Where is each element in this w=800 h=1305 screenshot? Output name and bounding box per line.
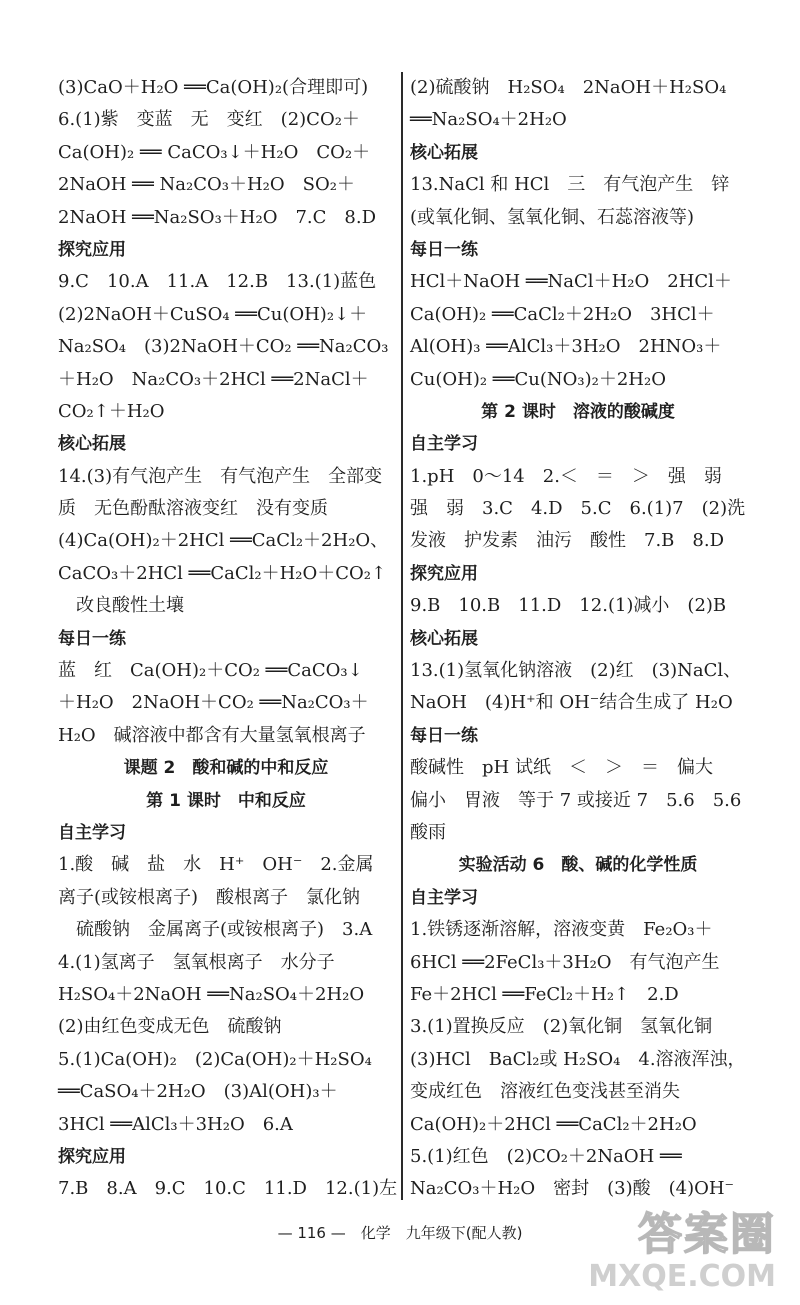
section-heading: 自主学习: [58, 822, 126, 843]
answer-line: 偏小 胃液 等于 7 或接近 7 5.6 5.6: [410, 789, 742, 811]
answer-line: Ca(OH)₂ ══ CaCO₃↓＋H₂O CO₂＋: [58, 141, 371, 163]
answer-line: 发液 护发素 油污 酸性 7.B 8.D: [410, 530, 725, 552]
section-heading: 每日一练: [58, 628, 126, 649]
answer-line: CaCO₃＋2HCl ══CaCl₂＋H₂O＋CO₂↑: [58, 562, 387, 584]
answer-line: 酸雨: [410, 821, 446, 843]
section-heading: 核心拓展: [410, 142, 478, 163]
answer-line: 硫酸钠 金属离子(或铵根离子) 3.A: [58, 919, 373, 941]
right-column: [410, 72, 746, 1206]
answer-line: ══CaSO₄＋2H₂O (3)Al(OH)₃＋: [58, 1081, 338, 1103]
answer-line: 1.酸 碱 盐 水 H⁺ OH⁻ 2.金属: [58, 854, 374, 876]
answer-line: (或氧化铜、氢氧化铜、石蕊溶液等): [410, 206, 695, 228]
answer-line: Na₂CO₃＋H₂O 密封 (3)酸 (4)OH⁻: [410, 1178, 735, 1200]
column-divider: [401, 72, 403, 1200]
section-heading: 探究应用: [410, 563, 478, 584]
answer-line: 5.(1)Ca(OH)₂ (2)Ca(OH)₂＋H₂SO₄: [58, 1048, 372, 1070]
answer-line: 强 弱 3.C 4.D 5.C 6.(1)7 (2)洗: [410, 498, 746, 520]
section-heading: 自主学习: [410, 887, 478, 908]
section-heading: 核心拓展: [410, 628, 478, 649]
section-heading: 探究应用: [58, 239, 126, 260]
answer-line: (3)HCl BaCl₂或 H₂SO₄ 4.溶液浑浊，: [410, 1048, 746, 1070]
section-heading: 核心拓展: [58, 434, 126, 455]
answer-line: ══Na₂SO₄＋2H₂O: [410, 109, 567, 131]
answer-line: (2)2NaOH＋CuSO₄ ══Cu(OH)₂↓＋: [58, 303, 368, 325]
answer-line: H₂O 碱溶液中都含有大量氢氧根离子: [58, 724, 366, 746]
answer-line: 离子(或铵根离子) 酸根离子 氯化钠: [58, 886, 361, 908]
answer-line: 2NaOH ══ Na₂CO₃＋H₂O SO₂＋: [58, 174, 355, 196]
section-heading: 自主学习: [410, 434, 478, 455]
answer-line: 质 无色酚酞溶液变红 没有变质: [58, 498, 328, 520]
answer-line: 变成红色 溶液红色变浅甚至消失: [410, 1081, 680, 1103]
answer-line: Na₂SO₄ (3)2NaOH＋CO₂ ══Na₂CO₃: [58, 336, 389, 358]
section-heading: 探究应用: [58, 1146, 126, 1167]
answer-line: 14.(3)有气泡产生 有气泡产生 全部变: [58, 465, 383, 487]
lesson-title: 第 1 课时 中和反应: [146, 790, 306, 811]
answer-line: 13.NaCl 和 HCl 三 有气泡产生 锌: [410, 174, 730, 196]
answer-line: 1.pH 0～14 2.＜ ＝ ＞ 强 弱: [410, 465, 722, 487]
answer-line: 酸碱性 pH 试纸 ＜ ＞ ＝ 偏大: [410, 757, 713, 779]
watermark-logo: 答案圈: [638, 1209, 776, 1260]
answer-line: 6HCl ══2FeCl₃＋3H₂O 有气泡产生: [410, 951, 720, 973]
answer-line: 9.B 10.B 11.D 12.(1)减小 (2)B: [410, 595, 727, 617]
answer-line: 2NaOH ══Na₂SO₃＋H₂O 7.C 8.D: [58, 206, 377, 228]
answer-line: HCl＋NaOH ══NaCl＋H₂O 2HCl＋: [410, 271, 732, 293]
answer-line: ＋H₂O 2NaOH＋CO₂ ══Na₂CO₃＋: [58, 692, 369, 714]
section-heading: 每日一练: [410, 725, 478, 746]
answer-line: 6.(1)紫 变蓝 无 变红 (2)CO₂＋: [58, 109, 360, 131]
section-heading: 每日一练: [410, 239, 478, 260]
watermark: [566, 1210, 776, 1298]
answer-line: 3.(1)置换反应 (2)氧化铜 氢氧化铜: [410, 1016, 713, 1038]
answer-line: 3HCl ══AlCl₃＋3H₂O 6.A: [58, 1113, 293, 1135]
answer-line: Al(OH)₃ ══AlCl₃＋3H₂O 2HNO₃＋: [410, 336, 722, 358]
answer-line: Fe＋2HCl ══FeCl₂＋H₂↑ 2.D: [410, 983, 679, 1005]
answer-line: Ca(OH)₂ ══CaCl₂＋2H₂O 3HCl＋: [410, 303, 715, 325]
answer-line: 7.B 8.A 9.C 10.C 11.D 12.(1)左: [58, 1178, 398, 1200]
answer-line: CO₂↑＋H₂O: [58, 400, 165, 422]
answer-line: 改良酸性土壤: [58, 595, 184, 617]
answer-line: 蓝 红 Ca(OH)₂＋CO₂ ══CaCO₃↓: [58, 660, 363, 682]
answer-line: (2)由红色变成无色 硫酸钠: [58, 1016, 282, 1038]
answer-line: Ca(OH)₂＋2HCl ══CaCl₂＋2H₂O: [410, 1113, 697, 1135]
answer-line: 5.(1)红色 (2)CO₂＋2NaOH ══: [410, 1145, 682, 1167]
answer-line: 4.(1)氢离子 氢氧根离子 水分子: [58, 951, 335, 973]
answer-line: (3)CaO＋H₂O ══Ca(OH)₂(合理即可): [58, 77, 369, 98]
page-footer: — 116 — 化学 九年级下(配人教): [277, 1224, 523, 1242]
watermark-url: MXQE.COM: [588, 1259, 776, 1294]
answer-line: 9.C 10.A 11.A 12.B 13.(1)蓝色: [58, 271, 377, 293]
answer-line: Cu(OH)₂ ══Cu(NO₃)₂＋2H₂O: [410, 368, 666, 390]
answer-line: (2)硫酸钠 H₂SO₄ 2NaOH＋H₂SO₄: [410, 77, 727, 98]
answer-line: 13.(1)氢氧化钠溶液 (2)红 (3)NaCl、: [410, 660, 742, 682]
answer-line: ＋H₂O Na₂CO₃＋2HCl ══2NaCl＋: [58, 368, 369, 390]
lesson-title: 课题 2 酸和碱的中和反应: [123, 758, 329, 779]
lesson-title: 第 2 课时 溶液的酸碱度: [481, 401, 675, 422]
answer-line: (4)Ca(OH)₂＋2HCl ══CaCl₂＋2H₂O、: [58, 530, 389, 552]
answer-line: H₂SO₄＋2NaOH ══Na₂SO₄＋2H₂O: [58, 983, 365, 1005]
answer-line: NaOH (4)H⁺和 OH⁻结合生成了 H₂O: [410, 692, 733, 714]
left-column: [58, 72, 398, 1206]
lesson-title: 实验活动 6 酸、碱的化学性质: [458, 855, 698, 876]
answer-line: 1.铁锈逐渐溶解，溶液变黄 Fe₂O₃＋: [410, 919, 713, 941]
